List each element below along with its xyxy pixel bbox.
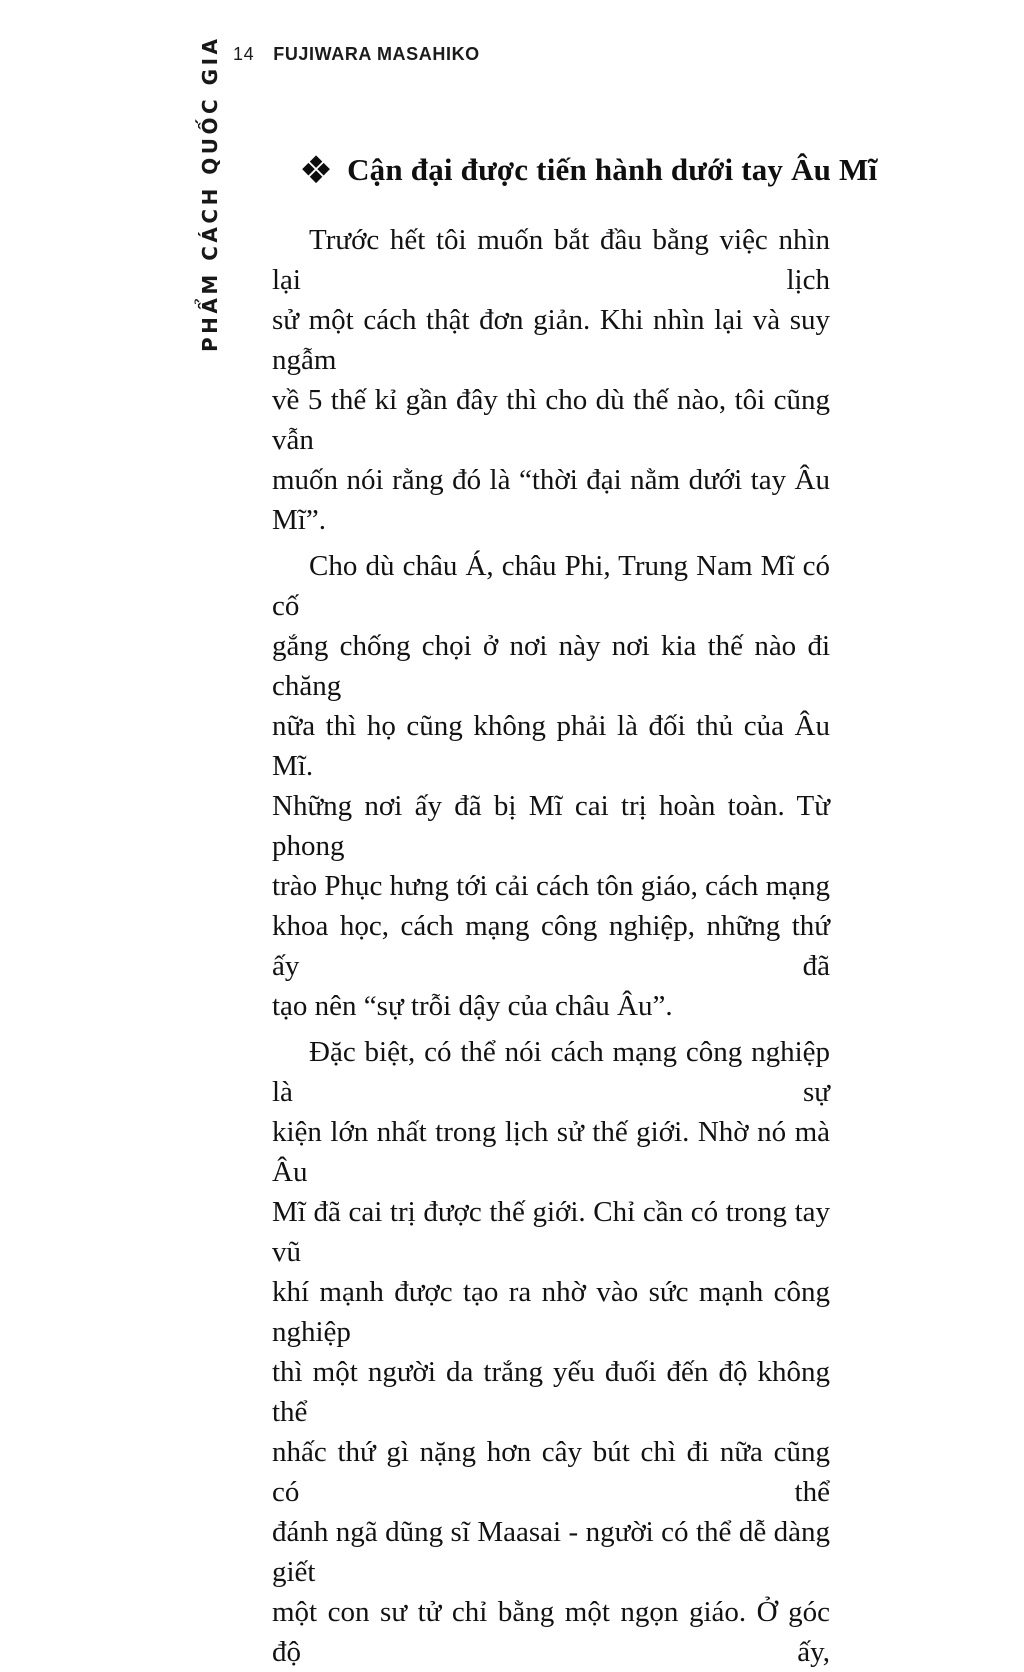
text-line: về 5 thế kỉ gần đây thì cho dù thế nào, tôi cũng vẫn bbox=[272, 384, 830, 456]
text-line: Những nơi ấy đã bị Mĩ cai trị hoàn toàn. Từ phong bbox=[272, 790, 830, 862]
text-line: muốn nói rằng đó là “thời đại nằm dưới tay Âu Mĩ”. bbox=[272, 464, 830, 536]
text-line: Mĩ đã cai trị được thế giới. Chỉ cần có trong tay vũ bbox=[272, 1196, 830, 1268]
text-line: tạo nên “sự trỗi dậy của châu Âu”. bbox=[272, 990, 673, 1022]
running-header bbox=[233, 44, 480, 65]
text-line: khí mạnh được tạo ra nhờ vào sức mạnh công nghiệp bbox=[272, 1276, 830, 1348]
body-text bbox=[272, 220, 830, 1672]
paragraph bbox=[272, 546, 830, 1026]
text-line: thì một người da trắng yếu đuối đến độ không thể bbox=[272, 1356, 830, 1428]
text-line: nữa thì họ cũng không phải là đối thủ của Âu Mĩ. bbox=[272, 710, 830, 782]
text-line: gắng chống chọi ở nơi này nơi kia thế nào đi chăng bbox=[272, 630, 830, 702]
running-header-title: FUJIWARA MASAHIKO bbox=[273, 44, 480, 64]
text-line: kiện lớn nhất trong lịch sử thế giới. Nhờ nó mà Âu bbox=[272, 1116, 830, 1188]
page-number: 14 bbox=[233, 44, 255, 64]
paragraph bbox=[272, 220, 830, 540]
text-line: đánh ngã dũng sĩ Maasai - người có thể dễ dàng giết bbox=[272, 1516, 830, 1588]
section-title: Cận đại được tiến hành dưới tay Âu Mĩ bbox=[347, 152, 878, 187]
text-line: sử một cách thật đơn giản. Khi nhìn lại và suy ngẫm bbox=[272, 304, 830, 376]
text-line: Đặc biệt, có thể nói cách mạng công nghiệp là sự bbox=[272, 1036, 830, 1108]
diamond-ornament-icon: ❖ bbox=[299, 148, 334, 192]
paragraph bbox=[272, 1032, 830, 1672]
text-line: trào Phục hưng tới cải cách tôn giáo, cách mạng bbox=[272, 870, 830, 902]
vertical-book-title: PHẨM CÁCH QUỐC GIA bbox=[198, 35, 222, 352]
text-line: một con sư tử chỉ bằng một ngọn giáo. Ở góc độ ấy, bbox=[272, 1596, 830, 1668]
text-line: Trước hết tôi muốn bắt đầu bằng việc nhìn lại lịch bbox=[272, 224, 830, 296]
text-line: Cho dù châu Á, châu Phi, Trung Nam Mĩ có cố bbox=[272, 550, 830, 622]
text-line: khoa học, cách mạng công nghiệp, những thứ ấy đã bbox=[272, 910, 830, 982]
text-line: nhấc thứ gì nặng hơn cây bút chì đi nữa cũng có thể bbox=[272, 1436, 830, 1508]
section-heading bbox=[299, 150, 877, 190]
